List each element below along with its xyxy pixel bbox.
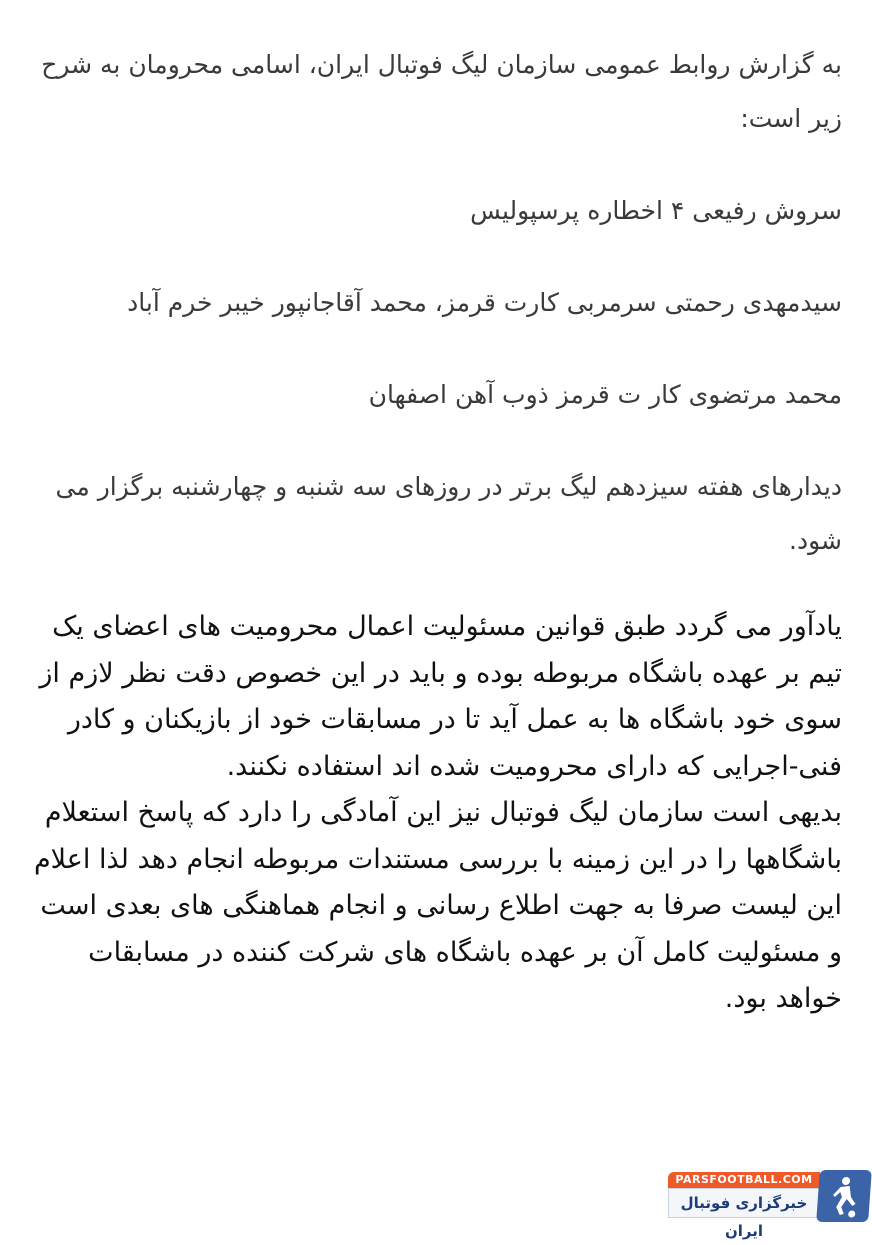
suspension-item: سروش رفیعی ۴ اخطاره پرسپولیس bbox=[470, 196, 842, 225]
watermark-domain: PARSFOOTBALL.COM bbox=[668, 1172, 820, 1188]
disclaimer-paragraph: بدیهی است سازمان لیگ فوتبال نیز این آمادگی را دارد که پاسخ استعلام باشگاهها را در این زمینه با بررسی مستندات مربوطه انجام دهد لذا اعلام این لیست صرفا به جهت اطلاع رسانی و انجام هماهنگی های بعدی است و مسئولیت کامل آن بر عهده باشگاه های شرکت کننده در مسابقات خواهد بود. bbox=[33, 797, 842, 1014]
watermark-tagline: خبرگزاری فوتبال ایران bbox=[668, 1188, 820, 1218]
schedule-note: دیدارهای هفته سیزدهم لیگ برتر در روزهای سه شنبه و چهارشنبه برگزار می شود. bbox=[55, 472, 842, 555]
suspension-item: سیدمهدی رحمتی سرمربی کارت قرمز، محمد آقاجانپور خیبر خرم آباد bbox=[127, 288, 842, 317]
intro-paragraph: به گزارش روابط عمومی سازمان لیگ فوتبال ایران، اسامی محرومان به شرح زیر است: bbox=[41, 50, 842, 133]
reminder-paragraph: یادآور می گردد طبق قوانین مسئولیت اعمال محرومیت های اعضای یک تیم بر عهده باشگاه مربوطه بوده و باید در این خصوص دقت نظر لازم از سوی خود باشگاه ها به عمل آید تا در مسابقات خود از بازیکنان و کادر فنی-اجرایی که دارای محرومیت شده اند استفاده نکنند. bbox=[39, 611, 842, 782]
soccer-player-icon bbox=[816, 1170, 872, 1222]
suspension-item: محمد مرتضوی کار ت قرمز ذوب آهن اصفهان bbox=[368, 380, 842, 409]
article-body bbox=[28, 38, 842, 1023]
parsfootball-watermark bbox=[668, 1170, 872, 1240]
